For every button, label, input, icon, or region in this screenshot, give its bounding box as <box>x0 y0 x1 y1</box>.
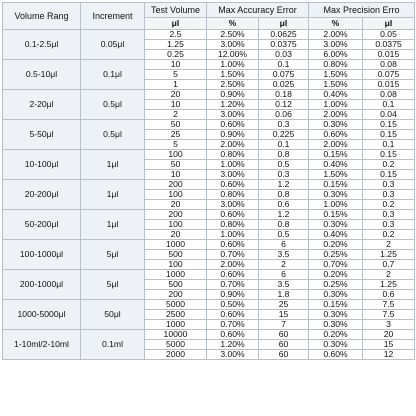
precision-pct-cell: 0.20% <box>309 270 363 280</box>
test-volume-cell: 50 <box>145 160 207 170</box>
test-volume-cell: 1000 <box>145 270 207 280</box>
accuracy-pct-cell: 3.00% <box>207 40 259 50</box>
test-volume-cell: 2500 <box>145 310 207 320</box>
accuracy-pct-cell: 0.60% <box>207 180 259 190</box>
accuracy-pct-cell: 3.00% <box>207 170 259 180</box>
accuracy-ul-cell: 2 <box>259 260 309 270</box>
unit-precision-pct: % <box>309 18 363 30</box>
increment-cell: 5μl <box>81 240 145 270</box>
accuracy-pct-cell: 0.60% <box>207 330 259 340</box>
increment-cell: 0.5μl <box>81 120 145 150</box>
accuracy-ul-cell: 60 <box>259 350 309 360</box>
increment-cell: 1μl <box>81 150 145 180</box>
accuracy-ul-cell: 60 <box>259 340 309 350</box>
table-row <box>3 90 415 100</box>
precision-pct-cell: 0.20% <box>309 240 363 250</box>
accuracy-ul-cell: 0.12 <box>259 100 309 110</box>
accuracy-pct-cell: 1.00% <box>207 160 259 170</box>
precision-ul-cell: 0.05 <box>363 30 415 40</box>
accuracy-pct-cell: 3.00% <box>207 200 259 210</box>
accuracy-pct-cell: 0.60% <box>207 270 259 280</box>
precision-ul-cell: 20 <box>363 330 415 340</box>
volume-range-cell: 50-200μl <box>3 210 81 240</box>
precision-ul-cell: 0.2 <box>363 160 415 170</box>
accuracy-ul-cell: 0.18 <box>259 90 309 100</box>
precision-pct-cell: 0.40% <box>309 230 363 240</box>
precision-ul-cell: 7.5 <box>363 300 415 310</box>
precision-ul-cell: 0.015 <box>363 50 415 60</box>
precision-ul-cell: 0.04 <box>363 110 415 120</box>
precision-pct-cell: 0.15% <box>309 150 363 160</box>
accuracy-pct-cell: 0.80% <box>207 190 259 200</box>
volume-range-cell: 1000-5000μl <box>3 300 81 330</box>
precision-pct-cell: 6.00% <box>309 50 363 60</box>
accuracy-ul-cell: 0.1 <box>259 60 309 70</box>
accuracy-ul-cell: 7 <box>259 320 309 330</box>
volume-range-cell: 10-100μl <box>3 150 81 180</box>
increment-cell: 0.1ml <box>81 330 145 360</box>
accuracy-ul-cell: 0.025 <box>259 80 309 90</box>
precision-ul-cell: 0.08 <box>363 90 415 100</box>
precision-pct-cell: 1.50% <box>309 80 363 90</box>
test-volume-cell: 10 <box>145 60 207 70</box>
accuracy-ul-cell: 3.5 <box>259 250 309 260</box>
increment-cell: 0.05μl <box>81 30 145 60</box>
precision-pct-cell: 0.30% <box>309 290 363 300</box>
precision-ul-cell: 0.0375 <box>363 40 415 50</box>
precision-ul-cell: 0.3 <box>363 220 415 230</box>
volume-range-cell: 200-1000μl <box>3 270 81 300</box>
precision-pct-cell: 0.25% <box>309 250 363 260</box>
table-row <box>3 180 415 190</box>
test-volume-cell: 25 <box>145 130 207 140</box>
precision-pct-cell: 0.80% <box>309 60 363 70</box>
accuracy-ul-cell: 0.5 <box>259 230 309 240</box>
precision-pct-cell: 0.60% <box>309 130 363 140</box>
accuracy-ul-cell: 0.075 <box>259 70 309 80</box>
accuracy-pct-cell: 3.00% <box>207 110 259 120</box>
volume-range-cell: 5-50μl <box>3 120 81 150</box>
volume-range-cell: 20-200μl <box>3 180 81 210</box>
accuracy-pct-cell: 2.00% <box>207 140 259 150</box>
table-row <box>3 120 415 130</box>
precision-ul-cell: 0.1 <box>363 100 415 110</box>
accuracy-ul-cell: 1.2 <box>259 210 309 220</box>
accuracy-pct-cell: 12.00% <box>207 50 259 60</box>
precision-pct-cell: 0.40% <box>309 160 363 170</box>
test-volume-cell: 200 <box>145 210 207 220</box>
accuracy-ul-cell: 0.225 <box>259 130 309 140</box>
precision-ul-cell: 0.3 <box>363 210 415 220</box>
precision-pct-cell: 1.50% <box>309 170 363 180</box>
test-volume-cell: 20 <box>145 90 207 100</box>
precision-pct-cell: 0.25% <box>309 280 363 290</box>
test-volume-cell: 1000 <box>145 320 207 330</box>
precision-ul-cell: 0.15 <box>363 120 415 130</box>
increment-cell: 0.5μl <box>81 90 145 120</box>
accuracy-pct-cell: 0.70% <box>207 250 259 260</box>
accuracy-pct-cell: 0.70% <box>207 320 259 330</box>
precision-ul-cell: 0.15 <box>363 130 415 140</box>
precision-ul-cell: 0.3 <box>363 180 415 190</box>
precision-ul-cell: 0.015 <box>363 80 415 90</box>
accuracy-pct-cell: 0.60% <box>207 210 259 220</box>
test-volume-cell: 50 <box>145 120 207 130</box>
accuracy-pct-cell: 0.70% <box>207 280 259 290</box>
accuracy-ul-cell: 6 <box>259 240 309 250</box>
volume-range-cell: 0.1-2.5μl <box>3 30 81 60</box>
header-test-volume: Test Volume <box>145 3 207 18</box>
accuracy-ul-cell: 3.5 <box>259 280 309 290</box>
accuracy-pct-cell: 0.60% <box>207 120 259 130</box>
test-volume-cell: 5 <box>145 140 207 150</box>
volume-range-cell: 2-20μl <box>3 90 81 120</box>
test-volume-cell: 500 <box>145 280 207 290</box>
accuracy-ul-cell: 0.8 <box>259 190 309 200</box>
accuracy-pct-cell: 1.20% <box>207 100 259 110</box>
accuracy-ul-cell: 1.8 <box>259 290 309 300</box>
accuracy-ul-cell: 0.03 <box>259 50 309 60</box>
accuracy-ul-cell: 0.06 <box>259 110 309 120</box>
test-volume-cell: 100 <box>145 220 207 230</box>
precision-ul-cell: 2 <box>363 240 415 250</box>
header-volume-range: Volume Rang <box>3 3 81 30</box>
header-increment: Increment <box>81 3 145 30</box>
precision-ul-cell: 12 <box>363 350 415 360</box>
accuracy-pct-cell: 0.90% <box>207 130 259 140</box>
precision-ul-cell: 0.1 <box>363 140 415 150</box>
precision-pct-cell: 2.00% <box>309 30 363 40</box>
precision-pct-cell: 1.00% <box>309 200 363 210</box>
precision-pct-cell: 0.20% <box>309 330 363 340</box>
unit-test-volume: μl <box>145 18 207 30</box>
test-volume-cell: 2.5 <box>145 30 207 40</box>
test-volume-cell: 1 <box>145 80 207 90</box>
precision-pct-cell: 0.70% <box>309 260 363 270</box>
test-volume-cell: 2000 <box>145 350 207 360</box>
precision-ul-cell: 0.2 <box>363 230 415 240</box>
test-volume-cell: 20 <box>145 200 207 210</box>
precision-ul-cell: 0.7 <box>363 260 415 270</box>
test-volume-cell: 10 <box>145 170 207 180</box>
accuracy-ul-cell: 0.6 <box>259 200 309 210</box>
spec-table-body <box>3 30 415 360</box>
precision-pct-cell: 0.30% <box>309 340 363 350</box>
precision-ul-cell: 0.15 <box>363 170 415 180</box>
accuracy-ul-cell: 0.0625 <box>259 30 309 40</box>
accuracy-pct-cell: 1.20% <box>207 340 259 350</box>
precision-pct-cell: 0.30% <box>309 310 363 320</box>
unit-precision-ul: μl <box>363 18 415 30</box>
accuracy-ul-cell: 15 <box>259 310 309 320</box>
accuracy-pct-cell: 0.60% <box>207 310 259 320</box>
precision-pct-cell: 0.15% <box>309 300 363 310</box>
test-volume-cell: 5 <box>145 70 207 80</box>
accuracy-pct-cell: 1.00% <box>207 60 259 70</box>
accuracy-pct-cell: 0.90% <box>207 90 259 100</box>
test-volume-cell: 5000 <box>145 340 207 350</box>
table-row <box>3 30 415 40</box>
volume-range-cell: 1-10ml/2-10ml <box>3 330 81 360</box>
accuracy-ul-cell: 25 <box>259 300 309 310</box>
precision-pct-cell: 0.15% <box>309 180 363 190</box>
test-volume-cell: 500 <box>145 250 207 260</box>
accuracy-pct-cell: 2.00% <box>207 260 259 270</box>
precision-ul-cell: 0.15 <box>363 150 415 160</box>
precision-pct-cell: 0.40% <box>309 90 363 100</box>
table-row <box>3 300 415 310</box>
table-row <box>3 210 415 220</box>
precision-ul-cell: 0.2 <box>363 200 415 210</box>
precision-pct-cell: 0.30% <box>309 320 363 330</box>
precision-ul-cell: 0.3 <box>363 190 415 200</box>
precision-ul-cell: 1.25 <box>363 280 415 290</box>
precision-ul-cell: 7.5 <box>363 310 415 320</box>
accuracy-pct-cell: 2.50% <box>207 80 259 90</box>
accuracy-ul-cell: 0.0375 <box>259 40 309 50</box>
precision-ul-cell: 15 <box>363 340 415 350</box>
increment-cell: 1μl <box>81 210 145 240</box>
precision-pct-cell: 0.15% <box>309 210 363 220</box>
test-volume-cell: 200 <box>145 180 207 190</box>
test-volume-cell: 10 <box>145 100 207 110</box>
test-volume-cell: 1000 <box>145 240 207 250</box>
precision-ul-cell: 0.08 <box>363 60 415 70</box>
test-volume-cell: 0.25 <box>145 50 207 60</box>
table-row <box>3 150 415 160</box>
accuracy-ul-cell: 0.8 <box>259 220 309 230</box>
precision-ul-cell: 3 <box>363 320 415 330</box>
increment-cell: 5μl <box>81 270 145 300</box>
increment-cell: 50μl <box>81 300 145 330</box>
unit-accuracy-ul: μl <box>259 18 309 30</box>
precision-pct-cell: 0.30% <box>309 190 363 200</box>
test-volume-cell: 2 <box>145 110 207 120</box>
accuracy-pct-cell: 1.50% <box>207 70 259 80</box>
unit-accuracy-pct: % <box>207 18 259 30</box>
accuracy-pct-cell: 0.50% <box>207 300 259 310</box>
test-volume-cell: 100 <box>145 190 207 200</box>
volume-range-cell: 0.5-10μl <box>3 60 81 90</box>
accuracy-pct-cell: 0.80% <box>207 220 259 230</box>
accuracy-ul-cell: 0.5 <box>259 160 309 170</box>
precision-ul-cell: 0.075 <box>363 70 415 80</box>
precision-pct-cell: 0.60% <box>309 350 363 360</box>
accuracy-pct-cell: 0.80% <box>207 150 259 160</box>
accuracy-ul-cell: 6 <box>259 270 309 280</box>
accuracy-ul-cell: 0.3 <box>259 120 309 130</box>
precision-pct-cell: 3.00% <box>309 40 363 50</box>
precision-ul-cell: 2 <box>363 270 415 280</box>
accuracy-ul-cell: 60 <box>259 330 309 340</box>
accuracy-pct-cell: 0.60% <box>207 240 259 250</box>
precision-ul-cell: 1.25 <box>363 250 415 260</box>
precision-pct-cell: 2.00% <box>309 140 363 150</box>
test-volume-cell: 20 <box>145 230 207 240</box>
precision-ul-cell: 0.6 <box>363 290 415 300</box>
increment-cell: 1μl <box>81 180 145 210</box>
test-volume-cell: 200 <box>145 290 207 300</box>
increment-cell: 0.1μl <box>81 60 145 90</box>
accuracy-ul-cell: 0.3 <box>259 170 309 180</box>
accuracy-pct-cell: 3.00% <box>207 350 259 360</box>
accuracy-ul-cell: 0.1 <box>259 140 309 150</box>
test-volume-cell: 100 <box>145 150 207 160</box>
precision-pct-cell: 1.00% <box>309 100 363 110</box>
precision-pct-cell: 0.30% <box>309 220 363 230</box>
precision-pct-cell: 0.30% <box>309 120 363 130</box>
table-row <box>3 60 415 70</box>
test-volume-cell: 100 <box>145 260 207 270</box>
table-row <box>3 330 415 340</box>
accuracy-ul-cell: 1.2 <box>259 180 309 190</box>
header-precision: Max Precision Erro <box>309 3 415 18</box>
table-row <box>3 270 415 280</box>
pipette-spec-table <box>2 2 415 360</box>
test-volume-cell: 10000 <box>145 330 207 340</box>
table-row <box>3 240 415 250</box>
volume-range-cell: 100-1000μl <box>3 240 81 270</box>
accuracy-pct-cell: 1.00% <box>207 230 259 240</box>
precision-pct-cell: 2.00% <box>309 110 363 120</box>
test-volume-cell: 5000 <box>145 300 207 310</box>
accuracy-pct-cell: 0.90% <box>207 290 259 300</box>
precision-pct-cell: 1.50% <box>309 70 363 80</box>
header-accuracy: Max Accuracy Error <box>207 3 309 18</box>
accuracy-ul-cell: 0.8 <box>259 150 309 160</box>
test-volume-cell: 1.25 <box>145 40 207 50</box>
accuracy-pct-cell: 2.50% <box>207 30 259 40</box>
